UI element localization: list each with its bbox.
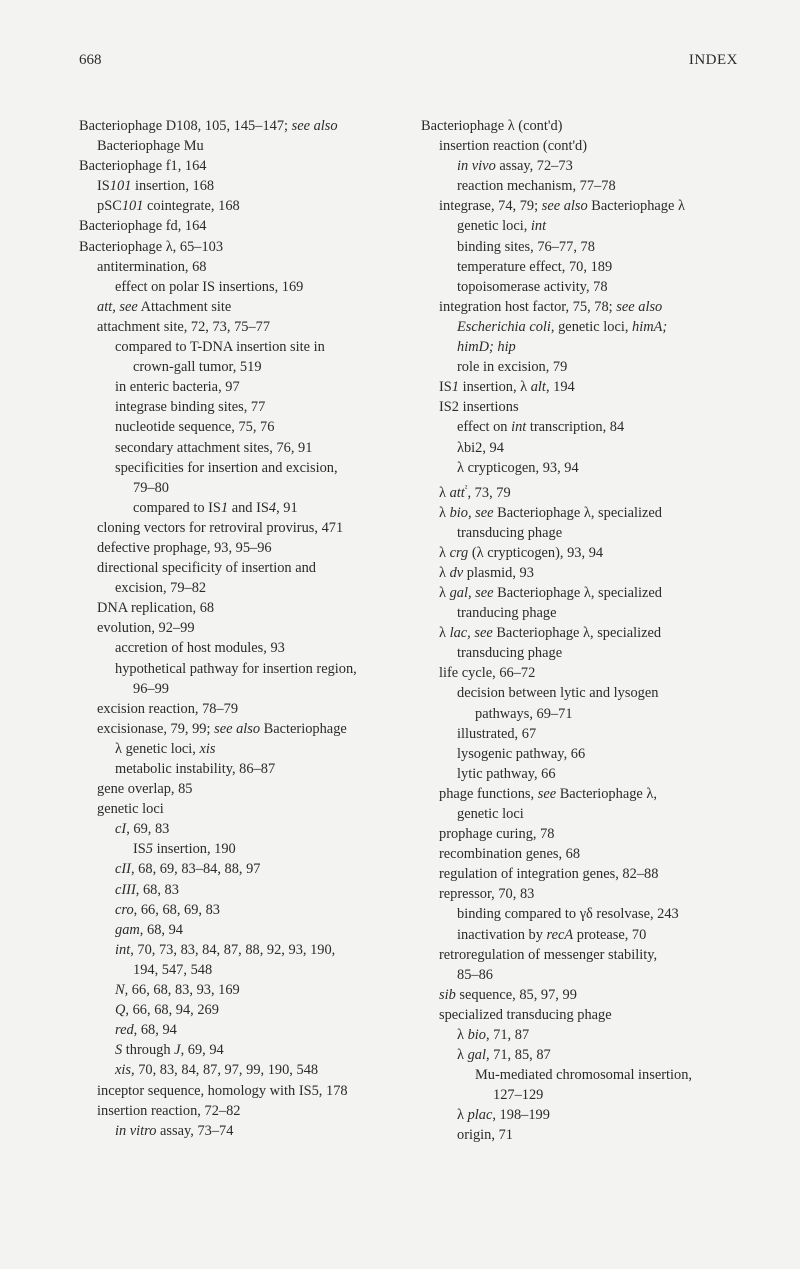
index-entry [79,1000,399,1020]
index-entry-text: lysogenic pathway, 66 [457,745,586,762]
index-entry-text: , 69, 83 [126,821,170,838]
index-entry-text: tranducing phage [457,605,557,622]
index-entry [79,920,399,940]
index-entry-text: transducing phage [457,524,563,541]
index-entry-text: (λ crypticogen), 93, 94 [468,544,604,561]
index-entry [421,1105,751,1125]
index-entry-text: , 68, 83 [135,881,179,898]
index-entry-text: λ [439,484,450,501]
index-entry-text: inactivation by [457,926,547,943]
index-entry-text: Attachment site [137,298,232,315]
index-entry [79,960,399,980]
index-entry [79,518,399,538]
index-entry-text: regulation of integration genes, 82–88 [439,866,659,883]
index-entry-text: attachment site, 72, 73, 75–77 [97,318,271,335]
index-entry [79,679,399,699]
index-entry-text: bio, see [449,504,494,521]
index-entry [79,136,399,156]
index-entry-text: N [115,982,125,999]
index-entry-text: xis [199,740,216,757]
index-entry-text: , 68, 69, 83–84, 88, 97 [130,861,261,878]
index-entry [79,638,399,658]
index-entry-text: see also [214,720,261,737]
index-entry [421,317,751,337]
index-entry [79,1040,399,1060]
index-entry [79,538,399,558]
index-entry-text: nucleotide sequence, 75, 76 [115,419,275,436]
index-entry-text: , 198–199 [492,1107,550,1124]
index-entry-text: transducing phage [457,645,563,662]
index-entry [421,945,751,965]
index-entry-text: insertion reaction, 72–82 [97,1102,241,1119]
index-column-right [421,116,751,1146]
index-entry [421,1065,751,1085]
index-entry [421,257,751,277]
index-entry-text: 194, 547, 548 [133,961,213,978]
index-entry-text: insertion reaction (cont'd) [439,138,588,155]
index-entry [421,1045,751,1065]
index-entry [421,784,751,804]
index-entry [421,523,751,543]
index-entry-text: IS2 insertions [439,399,519,416]
index-entry-text: , 71, 85, 87 [485,1047,551,1064]
index-entry [79,1020,399,1040]
index-entry-text: 5 [145,841,153,858]
index-entry-text: gal, see [449,584,494,601]
index-entry [421,1005,751,1025]
index-entry [79,1081,399,1101]
index-entry [421,438,751,458]
index-entry [421,297,751,317]
index-entry-text: cII [115,861,131,878]
index-entry-text: genetic loci [457,805,524,822]
index-entry [421,663,751,683]
index-entry-text: gene overlap, 85 [97,781,193,798]
index-entry-text: Escherichia coli, [457,318,555,335]
index-entry [421,925,751,945]
index-entry-text: λ [439,504,450,521]
index-entry-text: S [115,1042,123,1059]
index-entry [79,498,399,518]
index-entry [79,458,399,478]
index-entry [421,965,751,985]
index-entry-text: illustrated, 67 [457,725,537,742]
index-entry [421,563,751,583]
index-entry-text: recombination genes, 68 [439,846,581,863]
index-entry-text: 4 [268,499,277,516]
index-entry [79,257,399,277]
index-entry-text: plac [467,1107,493,1124]
index-entry [421,543,751,563]
index-entry [79,880,399,900]
index-entry [79,779,399,799]
index-entry-text: IS [97,178,110,195]
index-entry-text: xis [115,1062,131,1079]
index-entry-text: phage functions, [439,785,538,802]
index-entry-text: 85–86 [457,966,493,983]
index-entry-text: 101 [121,198,144,215]
index-entry-text: effect on [457,419,512,436]
index-entry [79,819,399,839]
index-entry-text: , 68, 94 [133,1022,177,1039]
index-entry-text: λ genetic loci, [115,740,200,757]
index-entry [79,719,399,739]
index-entry-text: antitermination, 68 [97,258,207,275]
index-entry-text: and IS [228,499,269,516]
index-entry-text: life cycle, 66–72 [439,665,536,682]
index-entry [421,884,751,904]
index-entry-text: cloning vectors for retroviral provirus, 471 [97,519,344,536]
index-entry [421,985,751,1005]
index-entry-text: compared to IS [133,499,221,516]
index-entry-text: gam [115,921,140,938]
index-entry-text: binding compared to γδ resolvase, 243 [457,906,679,923]
index-entry-text: J [174,1042,181,1059]
index-entry-text: cro [115,901,134,918]
index-entry [421,357,751,377]
index-entry-text: secondary attachment sites, 76, 91 [115,439,313,456]
index-entry [421,623,751,643]
index-entry [79,216,399,236]
index-entry-text: pSC [97,198,122,215]
index-entry-text: gal [467,1047,486,1064]
index-entry [79,196,399,216]
index-entry [79,297,399,317]
index-entry-text: accretion of host modules, 93 [115,640,285,657]
index-entry [421,1025,751,1045]
index-entry-text: crg [449,544,469,561]
index-entry-text: retroregulation of messenger stability, [439,946,658,963]
index-entry [421,744,751,764]
index-entry [421,176,751,196]
index-entry-text: topoisomerase activity, 78 [457,278,608,295]
index-entry-text: cIII [115,881,136,898]
index-entry [421,503,751,523]
index-entry [421,764,751,784]
index-entry [421,1125,751,1145]
index-entry [79,558,399,578]
index-entry [421,156,751,176]
index-entry-text: cointegrate, 168 [143,198,240,215]
index-entry [79,357,399,377]
running-head: INDEX [688,52,738,68]
index-entry-text: int [115,941,131,958]
index-entry-text: IS [439,379,452,396]
index-entry [79,1101,399,1121]
index-entry-text: cI [115,821,127,838]
index-entry-text: , 66, 68, 83, 93, 169 [124,982,240,999]
index-entry [79,417,399,437]
index-entry-text: repressor, 70, 83 [439,886,535,903]
index-entry-text: int [530,218,547,235]
index-entry-text: see also [616,298,663,315]
index-entry [421,216,751,236]
index-entry-text: in vivo [457,158,496,175]
index-entry [421,643,751,663]
index-entry-text: see [537,785,557,802]
index-entry-text: dv [449,564,464,581]
index-entry [79,739,399,759]
index-entry-text: λ crypticogen, 93, 94 [457,459,579,476]
index-entry-text: see also [541,198,588,215]
index-entry [421,397,751,417]
index-entry [79,176,399,196]
index-entry-text: Bacteriophage fd, 164 [79,218,207,235]
index-entry-text: transcription, 84 [526,419,625,436]
index-entry-text: , 68, 94 [139,921,183,938]
index-entry [421,1085,751,1105]
index-entry-text: , 73, 79 [467,484,511,501]
index-entry [79,618,399,638]
index-entry-text: 101 [109,178,132,195]
index-entry-text: 79–80 [133,479,169,496]
index-entry-text: genetic loci, [554,318,633,335]
index-entry-text: recA [546,926,574,943]
index-entry-text: excision, 79–82 [115,580,207,597]
index-entry-text: insertion, 190 [153,841,236,858]
index-entry-text: Bacteriophage λ, 65–103 [79,238,224,255]
index-entry-text: origin, 71 [457,1127,513,1144]
index-entry-text: Bacteriophage λ, specialized [493,504,662,521]
index-entry-text: through [122,1042,175,1059]
index-entry [421,583,751,603]
index-entry [421,724,751,744]
index-entry-text: in vitro [115,1122,157,1139]
index-entry-text: 1 [451,379,459,396]
index-entry-text: lac, see [449,625,493,642]
index-entry [79,659,399,679]
index-entry [421,337,751,357]
index-entry-text: Bacteriophage f1, 164 [79,158,207,175]
index-entry [79,1121,399,1141]
index-entry-text: see also [291,118,338,134]
index-entry-text: excision reaction, 78–79 [97,700,239,717]
index-entry-text: excisionase, 79, 99; [97,720,215,737]
index-entry-text: Bacteriophage λ, specialized [492,625,662,642]
index-entry-text: himA; [632,318,668,335]
index-entry [79,980,399,1000]
index-entry-text: metabolic instability, 86–87 [115,761,276,777]
index-entry [79,478,399,498]
index-entry-text: evolution, 92–99 [97,620,195,637]
index-column-left [79,116,399,1141]
index-entry [79,277,399,297]
index-entry-text: decision between lytic and lysogen [457,685,659,702]
index-entry-text: att, see [97,298,138,315]
index-entry-text: specificities for insertion and excision, [115,459,338,476]
index-entry [421,844,751,864]
index-entry-text: protease, 70 [573,926,647,943]
index-entry-text: λbi2, 94 [457,439,504,456]
index-entry [421,277,751,297]
index-entry [421,864,751,884]
index-entry [421,478,751,503]
index-entry-text: himD; hip [457,339,516,356]
index-entry-text: λ [457,1047,468,1064]
index-entry [421,458,751,478]
index-entry [79,900,399,920]
index-entry [79,1060,399,1080]
index-entry-text: in enteric bacteria, 97 [115,379,240,396]
index-entry-text: λ [439,544,450,561]
index-entry [421,196,751,216]
index-entry [79,799,399,819]
index-entry-text: effect on polar IS insertions, 169 [115,278,304,295]
index-entry-text: genetic loci, [457,218,531,235]
index-entry-text: Bacteriophage Mu [97,138,204,155]
index-entry-text: directional specificity of insertion and [97,560,316,577]
index-entry-text: , 71, 87 [485,1027,530,1044]
index-entry [79,438,399,458]
index-entry [421,136,751,156]
index-entry [79,397,399,417]
index-entry-text: 127–129 [493,1087,544,1104]
index-entry-text: sib [439,986,456,1003]
index-entry-text: integration host factor, 75, 78; [439,298,617,315]
index-entry-text: bio [467,1027,486,1044]
index-entry-text: Mu-mediated chromosomal insertion, [475,1067,693,1084]
index-entry-text: integrase, 74, 79; [439,198,542,215]
index-entry [79,839,399,859]
index-entry-text: genetic loci [97,801,164,818]
index-entry-text: insertion, λ [459,379,531,396]
index-entry [79,598,399,618]
index-entry-text: λ [439,584,450,601]
index-entry-text: 96–99 [133,680,169,697]
index-entry [421,804,751,824]
index-entry-text: , 66, 68, 69, 83 [133,901,220,918]
index-entry-text: Bacteriophage λ [587,198,685,215]
index-entry-text: specialized transducing phage [439,1006,612,1023]
index-entry-text: Bacteriophage λ (cont'd) [421,118,563,134]
index-entry-text: temperature effect, 70, 189 [457,258,613,275]
index-entry-text: λ [439,564,450,581]
index-entry [79,116,399,136]
index-entry [79,337,399,357]
index-entry-text: alt [530,379,546,396]
index-entry-text: , 91 [276,499,298,516]
index-entry-text: Bacteriophage [260,720,347,737]
index-entry-text: Bacteriophage D108, 105, 145–147; [79,118,292,134]
index-entry [79,940,399,960]
index-entry-text: Bacteriophage λ, specialized [493,584,662,601]
index-entry [79,699,399,719]
index-entry [79,377,399,397]
index-entry-text: Bacteriophage λ, [556,785,657,802]
index-entry [421,237,751,257]
index-entry-text: DNA replication, 68 [97,600,215,617]
index-entry-text: assay, 73–74 [156,1122,234,1139]
index-entry-text: inceptor sequence, homology with IS5, 178 [97,1082,348,1099]
index-entry-text: prophage curing, 78 [439,826,555,843]
index-entry [79,759,399,779]
index-entry [421,683,751,703]
index-entry-text: , 66, 68, 94, 269 [125,1002,219,1019]
index-entry-text: red [115,1022,134,1039]
index-entry-text: , 70, 83, 84, 87, 97, 99, 190, 548 [131,1062,319,1079]
index-entry-text: hypothetical pathway for insertion region, [115,660,357,677]
index-entry-text: att [449,484,465,501]
index-entry-text: λ [439,625,450,642]
index-entry [421,904,751,924]
index-entry-text: , 69, 94 [180,1042,224,1059]
index-entry [79,859,399,879]
index-entry-text: IS [133,841,146,858]
index-entry [421,116,751,136]
index-entry [421,704,751,724]
index-entry-text: binding sites, 76–77, 78 [457,238,595,255]
index-entry-text: λ [457,1107,468,1124]
index-entry-text: Q [115,1002,126,1019]
index-entry [421,377,751,397]
index-entry [79,237,399,257]
index-entry-text: lytic pathway, 66 [457,765,556,782]
index-entry-text: integrase binding sites, 77 [115,399,266,416]
index-entry-text: plasmid, 93 [463,564,534,581]
index-entry [421,417,751,437]
index-entry [79,317,399,337]
index-entry-text: assay, 72–73 [495,158,573,175]
index-entry-text: 1 [220,499,229,516]
index-entry [421,824,751,844]
index-entry-text: role in excision, 79 [457,359,568,376]
index-entry-text: ² [464,482,468,493]
index-entry-text: , 70, 73, 83, 84, 87, 88, 92, 93, 190, [130,941,336,958]
index-entry-text: reaction mechanism, 77–78 [457,178,616,195]
index-entry-text: , 194 [545,379,575,396]
page-number: 668 [79,52,102,68]
index-entry-text: crown-gall tumor, 519 [133,359,262,376]
index-entry-text: defective prophage, 93, 95–96 [97,539,272,556]
index-entry [421,603,751,623]
index-entry-text: λ [457,1027,468,1044]
index-entry-text: insertion, 168 [131,178,215,195]
index-entry-text: int [511,419,527,436]
index-entry-text: compared to T-DNA insertion site in [115,339,325,356]
index-entry-text: pathways, 69–71 [475,705,573,722]
index-entry-text: sequence, 85, 97, 99 [455,986,577,1003]
index-entry [79,578,399,598]
index-entry [79,156,399,176]
